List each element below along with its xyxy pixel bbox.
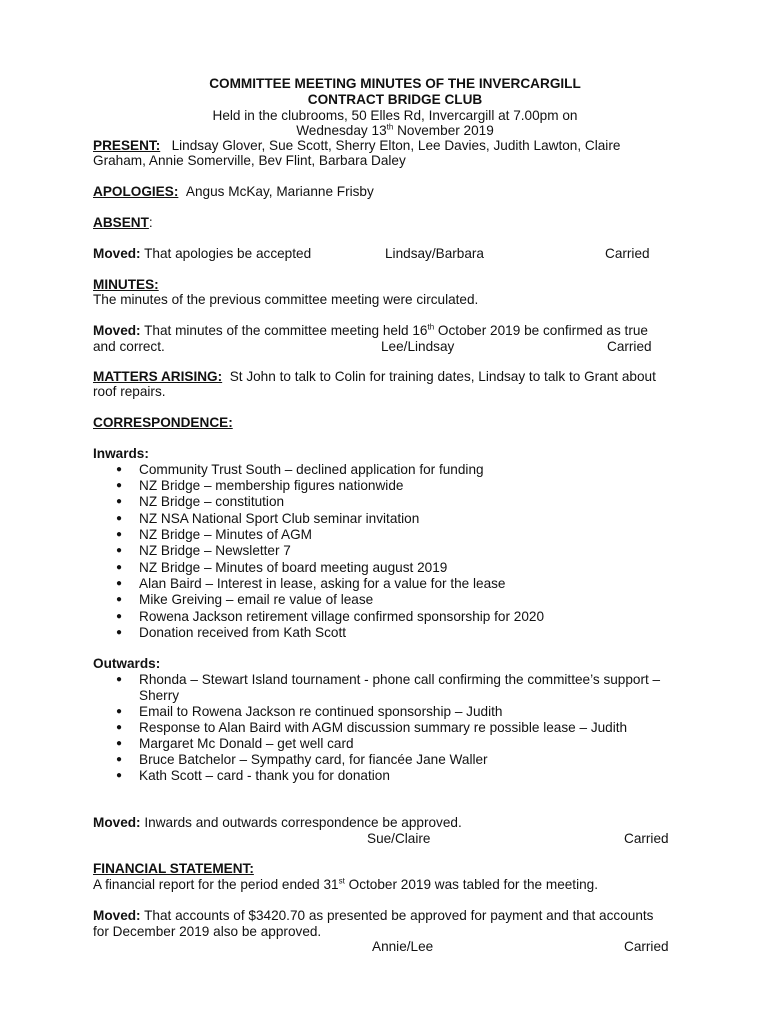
apologies-label: APOLOGIES: <box>93 184 179 199</box>
financial-text: A financial report for the period ended 31st October 2019 was tabled for the meeting. <box>93 876 599 892</box>
inwards-label: Inwards: <box>93 446 149 461</box>
moved-minutes-status: Carried <box>607 339 652 354</box>
matters-arising-line2: roof repairs. <box>93 384 166 399</box>
moved-financial-line2: for December 2019 also be approved. <box>93 924 322 939</box>
matters-arising-line1: MATTERS ARISING: St John to talk to Colin for training dates, Lindsay to talk to Grant about <box>93 369 656 384</box>
moved-financial-line1: Moved: That accounts of $3420.70 as presented be approved for payment and that accounts <box>93 908 654 923</box>
outwards-label: Outwards: <box>93 656 161 671</box>
meeting-location: Held in the clubrooms, 50 Elles Rd, Invercargill at 7.00pm on <box>212 108 578 123</box>
meeting-date: Wednesday 13th November 2019 <box>296 122 494 138</box>
matters-arising-label: MATTERS ARISING: <box>93 369 223 384</box>
minutes-text: The minutes of the previous committee meeting were circulated. <box>93 292 479 307</box>
moved-minutes-by: Lee/Lindsay <box>381 339 455 354</box>
correspondence-heading: CORRESPONDENCE: <box>93 415 233 430</box>
document-title-line1: COMMITTEE MEETING MINUTES OF THE INVERCARGILL <box>209 76 581 91</box>
moved-minutes-line2: and correct. <box>93 339 165 354</box>
moved-correspondence: Moved: Inwards and outwards correspondence be approved. <box>93 815 462 830</box>
document-title-line2: CONTRACT BRIDGE CLUB <box>307 92 483 107</box>
minutes-document: COMMITTEE MEETING MINUTES OF THE INVERCARGILL CONTRACT BRIDGE CLUB Held in the clubrooms, 50 Elles Rd, Invercargill at 7.00pm on Wednesday 13th November 2019 PRESENT: Lindsay Glover, Sue Scott, Sherry Elton, Lee Davies, Judith Lawton, Claire Graham, Annie Somerville, Bev Flint, Barbara Daley APOLOGIES: Angus McKay, Marianne Frisby ABSENT: Moved: That apologies be accepted Lindsay/Barbara Carried MINUTES: The minutes of the previous committee meeting were circulated. Moved: That minutes of the committee meeting held 16th October 2019 be confirmed as true and correct. Lee/Lindsay Carried MATTERS ARISING: St John to talk to Colin for training dates, Lindsay to talk to Grant about roof repairs. CORRESPONDENCE: Inwards: ● Community Trust South – declined application for funding ● NZ Bridge – membership figures nationwide ● NZ Bridge – constitution ● NZ NSA National Sport Club seminar invitation ● NZ Bridge – Minutes of AGM ● NZ Bridge – Newsletter 7 ● NZ Bridge – Minutes of board meeting august 2019 ● Alan Baird – Interest in lease, asking for a value for the lease ● Mike Greiving – email re value of lease ● Rowena Jackson retirement village confirmed sponsorship for 2020 ● Donation received from Kath Scott Outwards: ● Rhonda – Stewart Island tournament - phone call confirming the committee’s support – Sherry ● Email to Rowena Jackson re continued sponsorship – Judith ● Response to Alan Baird with AGM discussion summary re possible lease – Judith ● Margaret Mc Donald – get well card ● Bruce Batchelor – Sympathy card, for fiancée Jane Waller ● Kath Scott – card - thank you for donation Moved: Inwards and outwards correspondence be approved. Sue/Claire Carried FINANCIAL STATEMENT: A financial report for the period ended 31st October 2019 was tabled for the meeting. Moved: That accounts of $3420.70 as presented be approved for payment and that accounts for December 2019 also be approved. Annie/Lee Carried <box>0 0 770 1024</box>
moved-correspondence-status: Carried <box>624 831 669 846</box>
minutes-heading: MINUTES: <box>93 277 159 292</box>
moved-financial-status: Carried <box>624 939 669 954</box>
absent-label: ABSENT <box>93 215 149 230</box>
moved-minutes-line1: Moved: That minutes of the committee meeting held 16th October 2019 be confirmed as true <box>93 322 648 338</box>
financial-heading: FINANCIAL STATEMENT: <box>93 861 254 876</box>
absent: ABSENT: <box>93 215 153 230</box>
present-line2: Graham, Annie Somerville, Bev Flint, Barbara Daley <box>93 153 406 168</box>
present-label: PRESENT: <box>93 138 161 153</box>
moved-financial-by: Annie/Lee <box>372 939 434 954</box>
present-line1: PRESENT: Lindsay Glover, Sue Scott, Sherry Elton, Lee Davies, Judith Lawton, Claire <box>93 138 621 153</box>
apologies: APOLOGIES: Angus McKay, Marianne Frisby <box>93 184 374 199</box>
moved-apologies: Moved: That apologies be accepted <box>93 246 312 261</box>
moved-apologies-status: Carried <box>605 246 650 261</box>
moved-apologies-by: Lindsay/Barbara <box>385 246 484 261</box>
moved-correspondence-by: Sue/Claire <box>367 831 431 846</box>
